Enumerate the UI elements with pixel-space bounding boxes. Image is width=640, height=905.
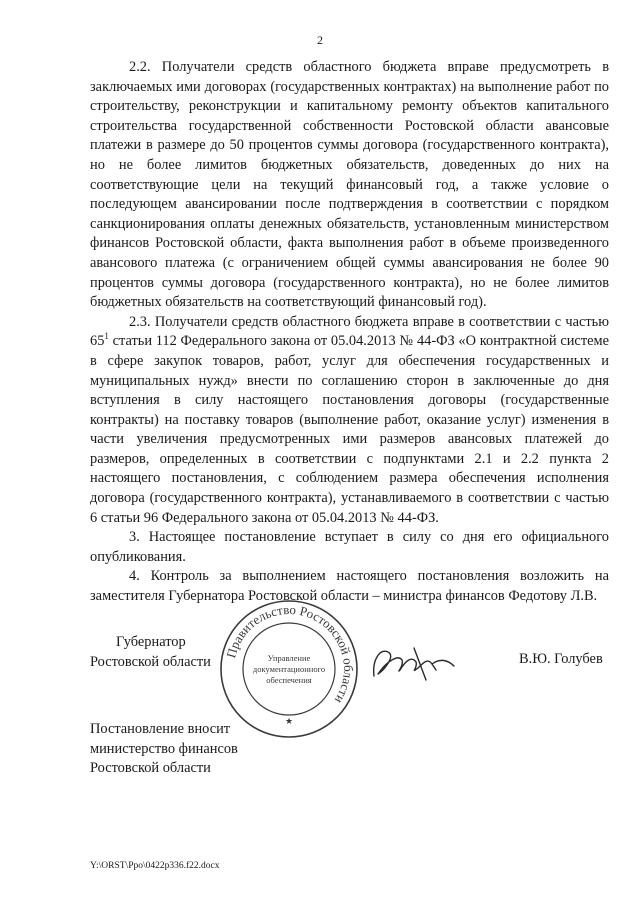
paragraph-4: 4. Контроль за выполнением настоящего постановления возложить на заместителя Губернатора Ростовской области – министра финансов Федотову Л.В. <box>90 568 609 605</box>
stamp-star-icon: ★ <box>284 716 294 726</box>
stamp-center-line2: документационного <box>252 664 326 674</box>
signatory-title-line1: Губернатор <box>116 634 186 650</box>
submitted-by-line1: Постановление вносит <box>90 721 231 737</box>
submitted-by-line2: министерство финансов <box>90 740 238 757</box>
submitted-by-line3: Ростовской области <box>90 760 211 777</box>
paragraph-2-3-superscript: 1 <box>104 331 109 342</box>
handwritten-signature <box>366 640 460 686</box>
submitted-by-block <box>90 720 238 779</box>
paragraph-2-3-text-end: статьи 112 Федерального закона от 05.04.2013 № 44-ФЗ «О контрактной системе в сфере закупок товаров, работ, услуг для обеспечения государственных и муниципальных нужд» внести по соглашению сторон в заключенные до дня вступления в силу настоящего постановления договоры (государственные контракты) на поставку товаров (выполнение работ, оказание услуг) изменения в части увеличения предусмотренных ими размеров авансовых платежей до размеров, определенных в соответствии с подпунктами 2.1 и 2.2 пункта 2 настоящего постановления, с соблюдением размера обеспечения исполнения договора (государственного контракта), устанавливаемого в соответствии с частью 6 статьи 96 Федерального закона от 05.04.2013 № 44-ФЗ. <box>90 333 609 526</box>
stamp-center-line3: обеспечения <box>266 675 312 685</box>
signatory-title <box>90 632 211 672</box>
signatory-title-line2: Ростовской области <box>90 654 211 670</box>
paragraph-2-3 <box>90 313 609 529</box>
official-stamp <box>218 598 360 740</box>
stamp-center-line1: Управление <box>267 653 311 663</box>
stamp-ring-text: Правительство Ростовской области <box>223 601 357 707</box>
signer-name: В.Ю. Голубев <box>519 651 603 667</box>
paragraph-3: 3. Настоящее постановление вступает в силу со дня его официального опубликования. <box>90 529 609 565</box>
paragraph-2-3-text-start: 2.3. Получатели средств областного бюджета вправе в соответствии с частью 65 <box>90 313 609 350</box>
file-path: Y:\ORST\Ppo\0422p336.f22.docx <box>90 861 220 871</box>
page-number: 2 <box>317 33 323 47</box>
paragraph-2-2: 2.2. Получатели средств областного бюджета вправе предусмотреть в заключаемых ими договорах (государственных контрактах) на выполнение работ по строительству, реконструкции и капитальному ремонту объектов капитального строительства государственной собственности Ростовской области авансовые платежи в размере до 50 процентов суммы договора (государственного контракта), но не более лимитов бюджетных обязательств, доведенных до них на соответствующие цели на текущий финансовый год, а также условие о последующем авансировании после подтверждения в соответствии с порядком санкционирования оплаты денежных обязательств, установленным министерством финансов Ростовской области, факта выполнения работ в объеме произведенного авансового платежа (с ограничением общей суммы авансирования не более 90 процентов суммы договора (государственного контракта), но не более лимитов бюджетных обязательств на соответствующий финансовый год). <box>90 59 609 311</box>
document-body <box>90 58 609 607</box>
